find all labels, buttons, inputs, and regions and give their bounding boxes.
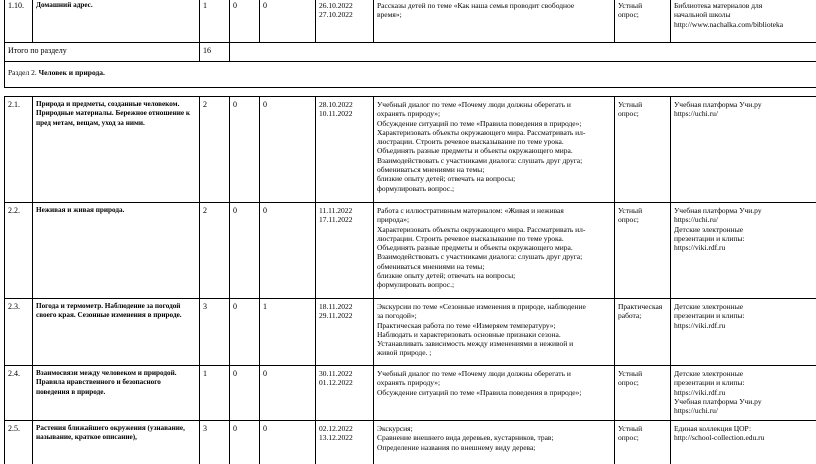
activity-line: за погодой»;	[377, 311, 417, 321]
resources-cell	[671, 421, 816, 464]
activity-line: Учебный диалог по теме «Почему люди должны оберегать и	[377, 100, 571, 109]
hours-control: 0	[230, 366, 260, 421]
resources-cell	[671, 0, 816, 43]
row-number: 2.5.	[5, 421, 33, 464]
hours-control: 0	[230, 421, 260, 464]
section-gap	[5, 88, 816, 97]
section-heading	[5, 62, 816, 88]
activity-line: Экскурсия;	[377, 424, 413, 433]
hours-total: 2	[200, 97, 230, 203]
topic-name: Взаимосвязи между человеком и природой. Правила нравственного и безопасного поведения в природе.	[33, 366, 200, 421]
date-end: 13.12.2022	[319, 433, 353, 443]
activities-cell	[374, 421, 615, 464]
resource-line: презентации и клипы:	[674, 311, 745, 321]
assessment-cell	[615, 203, 671, 299]
resources-cell	[671, 97, 816, 203]
date-start: 28.10.2022	[319, 100, 353, 109]
activity-line: формулировать вопрос.;	[377, 280, 455, 290]
hours-control: 0	[230, 0, 260, 43]
activity-line: Определение названия по внешнему виду дерева;	[377, 442, 536, 452]
hours-practical: 0	[260, 97, 316, 203]
hours-total: 3	[200, 299, 230, 366]
section-row	[5, 62, 816, 88]
activities-cell	[374, 0, 615, 43]
activity-line: обмениваться мнениями на темы;	[377, 165, 485, 175]
assessment-cell	[615, 0, 671, 43]
section-prefix: Раздел 2.	[8, 68, 39, 77]
topic-name: Погода и термометр. Наблюдение за погодой своего края. Сезонные изменения в природе.	[33, 299, 200, 366]
subtotal-label: Итого по разделу	[5, 43, 200, 62]
assessment-cell	[615, 421, 671, 464]
hours-total: 1	[200, 0, 230, 43]
hours-practical: 0	[260, 366, 316, 421]
activity-line: Рассказы детей по теме «Как наша семья проводит свободное	[377, 1, 575, 10]
resources-cell	[671, 299, 816, 366]
resource-line: Детские электронные	[674, 369, 744, 378]
resources-cell	[671, 203, 816, 299]
date-end: 10.11.2022	[319, 109, 353, 119]
resources-cell	[671, 366, 816, 421]
assessment-cell	[615, 366, 671, 421]
activity-line: Практическая работа по теме «Измеряем температуру»;	[377, 320, 556, 330]
resource-link[interactable]: https://uchi.ru/	[674, 406, 718, 416]
date-start: 11.11.2022	[319, 206, 353, 215]
resource-link[interactable]: https://viki.rdf.ru	[674, 320, 726, 330]
assessment-line: Практическая	[618, 302, 663, 311]
assessment-line: Устный	[618, 424, 643, 433]
activity-line: люстрации. Строить речевое высказывание по теме урока.	[377, 137, 564, 147]
activity-line: Обсуждение ситуаций по теме «Правила поведения в природе»;	[377, 118, 582, 128]
resource-line: Библиотека материалов для	[674, 1, 763, 10]
activity-line: Взаимодействовать с участниками диалога: слушать друг друга;	[377, 155, 583, 165]
row-number: 2.4.	[5, 366, 33, 421]
assessment-cell	[615, 299, 671, 366]
hours-practical: 1	[260, 299, 316, 366]
resource-line: Детские электронные	[674, 302, 744, 311]
resource-line: Учебная платформа Учи.ру	[674, 396, 762, 406]
topic-name: Природа и предметы, созданные человеком. Природные материалы. Бережное отношение к пред метам, вещам, уход за ними.	[33, 97, 200, 203]
activity-line: близкие опыту детей; отвечать на вопросы;	[377, 271, 516, 281]
activities-cell	[374, 299, 615, 366]
hours-control: 0	[230, 97, 260, 203]
resource-link[interactable]: https://viki.rdf.ru	[674, 387, 726, 397]
date-end: 17.11.2022	[319, 215, 353, 225]
activity-line: живой природе. ;	[377, 348, 432, 358]
topic-name: Растения ближайшего окружения (узнавание, называние, краткое описание),	[33, 421, 200, 464]
activity-line: Сравнение внешнего вида деревьев, кустарников, трав;	[377, 433, 554, 443]
resource-line: Детские электронные	[674, 224, 744, 234]
date-start: 30.11.2022	[319, 369, 353, 378]
dates-cell	[316, 421, 374, 464]
activity-line: Характеризовать объекты окружающего мира. Рассматривать ил-	[377, 224, 586, 234]
activity-line: охранять природу»;	[377, 378, 441, 388]
dates-cell	[316, 0, 374, 43]
activities-cell	[374, 203, 615, 299]
assessment-line: Устный	[618, 369, 643, 378]
date-end: 27.10.2022	[319, 10, 353, 20]
assessment-line: опрос;	[618, 215, 639, 225]
activity-line: Учебный диалог по теме «Почему люди должны оберегать и	[377, 369, 571, 378]
activity-line: природа»;	[377, 215, 410, 225]
dates-cell	[316, 299, 374, 366]
resource-line: Единая коллекция ЦОР:	[674, 424, 752, 433]
row-number: 1.10.	[5, 0, 33, 43]
activity-line: близкие опыту детей; отвечать на вопросы;	[377, 174, 516, 184]
activity-line: Взаимодействовать с участниками диалога: слушать друг друга;	[377, 252, 583, 262]
hours-practical: 0	[260, 0, 316, 43]
table-row	[5, 421, 816, 464]
activity-line: Работа с иллюстративным материалом: «Живая и неживая	[377, 206, 564, 215]
resource-link[interactable]: http://www.nachalka.com/biblioteka	[674, 19, 784, 29]
section-title: Человек и природа.	[38, 68, 105, 77]
topic-name: Неживая и живая природа.	[33, 203, 200, 299]
dates-cell	[316, 366, 374, 421]
row-number: 2.1.	[5, 97, 33, 203]
row-number: 2.3.	[5, 299, 33, 366]
assessment-line: опрос;	[618, 378, 639, 388]
activity-line: Объединять разные предметы и объекты окружающего мира.	[377, 243, 573, 253]
resource-line: Учебная платформа Учи.ру	[674, 206, 762, 215]
resource-line: начальной школы	[674, 10, 731, 20]
hours-total: 3	[200, 421, 230, 464]
hours-control: 0	[230, 203, 260, 299]
dates-cell	[316, 203, 374, 299]
resource-line: презентации и клипы:	[674, 378, 745, 388]
hours-total: 1	[200, 366, 230, 421]
hours-control: 0	[230, 299, 260, 366]
table-row	[5, 0, 816, 43]
date-start: 18.11.2022	[319, 302, 353, 311]
subtotal-row	[5, 43, 816, 62]
activity-line: Характеризовать объекты окружающего мира. Рассматривать ил-	[377, 127, 586, 137]
resource-link[interactable]: https://viki.rdf.ru	[674, 243, 726, 253]
date-end: 01.12.2022	[319, 378, 353, 388]
subtotal-value: 16	[200, 43, 230, 62]
assessment-line: Устный	[618, 1, 643, 10]
activity-line: формулировать вопрос.;	[377, 183, 455, 193]
curriculum-table	[4, 0, 816, 464]
dates-cell	[316, 97, 374, 203]
activity-line: Объединять разные предметы и объекты окружающего мира.	[377, 146, 573, 156]
activity-line: обмениваться мнениями на темы;	[377, 261, 485, 271]
activities-cell	[374, 97, 615, 203]
activity-line: время»;	[377, 10, 402, 20]
assessment-line: работа;	[618, 311, 642, 321]
activity-line: Экскурсии по теме «Сезонные изменения в природе, наблюдение	[377, 302, 586, 311]
activity-line: люстрации. Строить речевое высказывание по теме урока.	[377, 233, 564, 243]
resource-link[interactable]: http://school-collection.edu.ru	[674, 433, 765, 443]
resource-line: Учебная платформа Учи.ру	[674, 100, 762, 109]
activity-line: Наблюдать и характеризовать основные признаки сезона.	[377, 329, 561, 339]
date-start: 02.12.2022	[319, 424, 353, 433]
assessment-line: опрос;	[618, 10, 639, 20]
date-start: 26.10.2022	[319, 1, 353, 10]
table-row	[5, 203, 816, 299]
hours-total: 2	[200, 203, 230, 299]
activity-line: Обсуждение ситуаций по теме «Правила поведения в природе»;	[377, 387, 582, 397]
resource-link[interactable]: https://uchi.ru/	[674, 215, 718, 225]
subtotal-empty	[230, 43, 816, 62]
row-number: 2.2.	[5, 203, 33, 299]
resource-link[interactable]: https://uchi.ru/	[674, 109, 718, 119]
assessment-line: Устный	[618, 206, 643, 215]
assessment-line: опрос;	[618, 109, 639, 119]
resource-line: презентации и клипы:	[674, 233, 745, 243]
hours-practical: 0	[260, 203, 316, 299]
activity-line: охранять природу»;	[377, 109, 441, 119]
activity-line: Устанавливать зависимость между изменениями в неживой и	[377, 339, 574, 349]
assessment-line: Устный	[618, 100, 643, 109]
assessment-line: опрос;	[618, 433, 639, 443]
date-end: 29.11.2022	[319, 311, 353, 321]
table-row	[5, 366, 816, 421]
activities-cell	[374, 366, 615, 421]
gap-cell	[5, 88, 816, 97]
topic-name: Домашний адрес.	[33, 0, 200, 43]
table-row	[5, 299, 816, 366]
hours-practical: 0	[260, 421, 316, 464]
assessment-cell	[615, 97, 671, 203]
table-row	[5, 97, 816, 203]
